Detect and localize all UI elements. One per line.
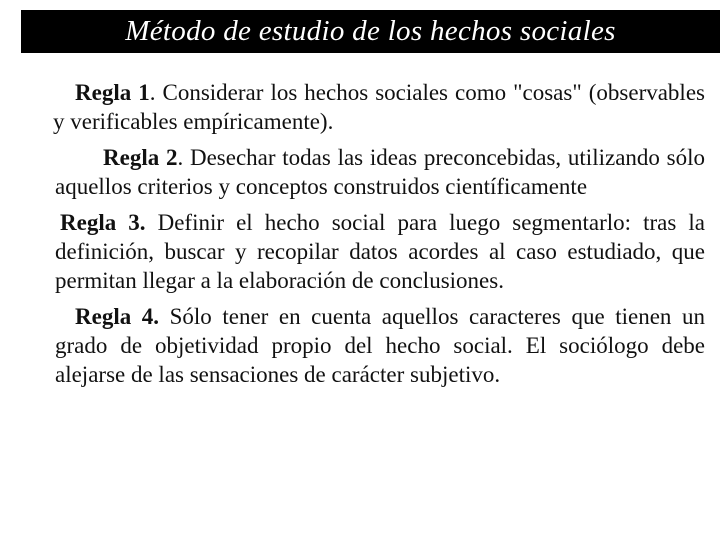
rule-3-label: Regla 3. bbox=[60, 210, 146, 235]
rule-1-text: Considerar los hechos sociales como "cosas" (observables y verificables empíricamente). bbox=[53, 80, 705, 134]
rule-4-label: Regla 4. bbox=[75, 304, 160, 329]
rule-1 bbox=[53, 78, 705, 136]
rule-1-punct: . bbox=[149, 80, 156, 105]
title-bar bbox=[21, 10, 720, 53]
rule-2-punct: . bbox=[177, 145, 184, 170]
rule-2-label: Regla 2 bbox=[103, 145, 178, 170]
rule-3-text: Definir el hecho social para luego segmentarlo: tras la definición, buscar y recopilar datos acordes al caso estudiado, que permitan llegar a la elaboración de conclusiones. bbox=[55, 210, 705, 293]
rules-list bbox=[55, 78, 705, 396]
rule-3 bbox=[55, 208, 705, 295]
rule-4 bbox=[55, 302, 705, 389]
rule-2-text: Desechar todas las ideas preconcebidas, utilizando sólo aquellos criterios y conceptos construidos científicamente bbox=[55, 145, 705, 199]
rule-4-text: Sólo tener en cuenta aquellos caracteres que tienen un grado de objetividad propio del hecho social. El sociólogo debe alejarse de las sensaciones de carácter subjetivo. bbox=[55, 304, 705, 387]
rule-1-label: Regla 1 bbox=[75, 80, 150, 105]
rule-2 bbox=[55, 143, 705, 201]
slide-title: Método de estudio de los hechos sociales bbox=[125, 15, 616, 47]
